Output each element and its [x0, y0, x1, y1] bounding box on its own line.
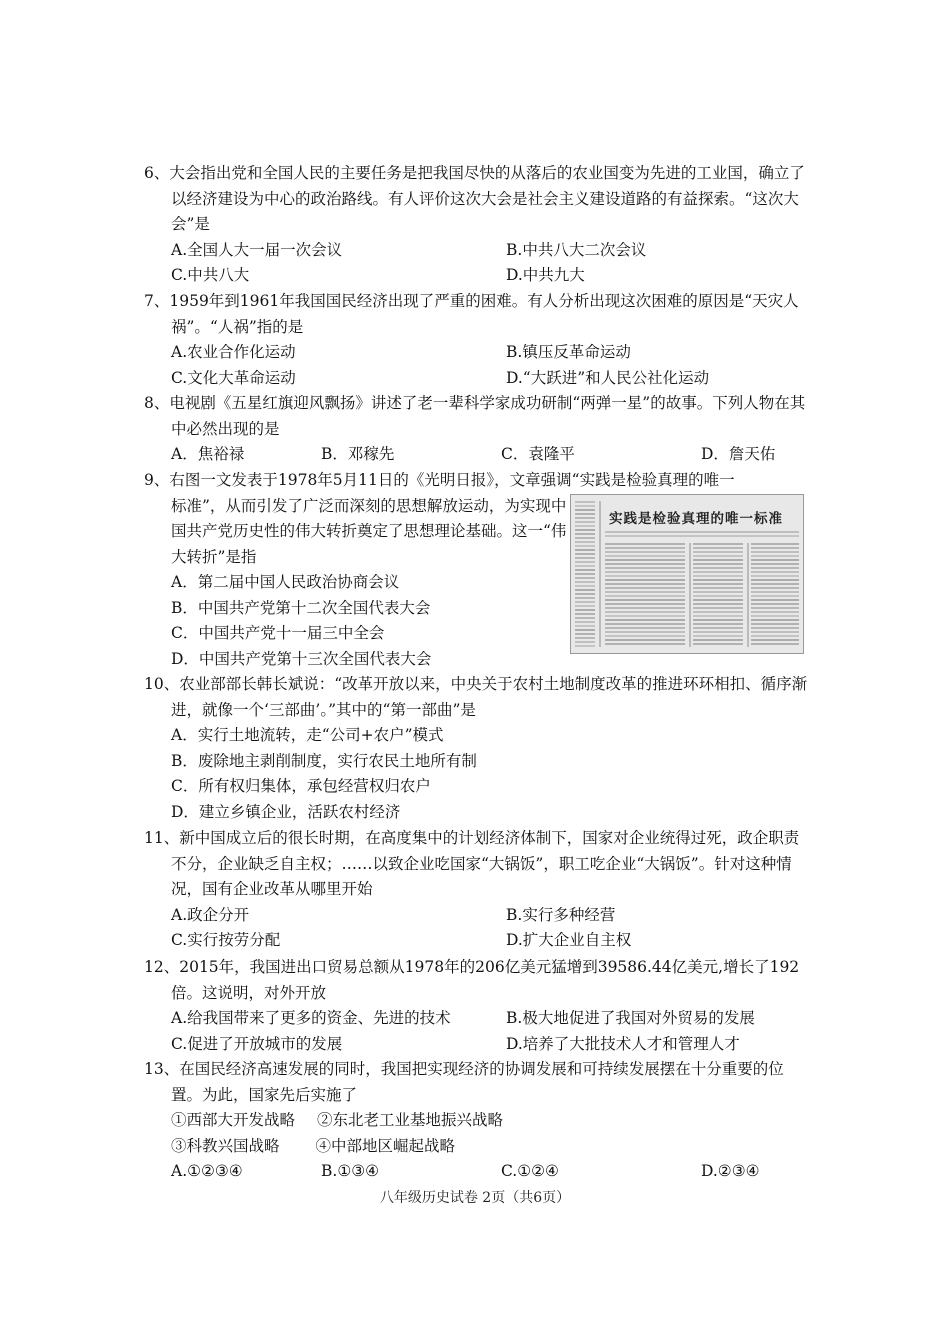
newspaper-text-line [605, 639, 685, 641]
option-c[interactable]: C.实行按劳分配 [171, 931, 281, 949]
newspaper-text-line [693, 591, 743, 593]
newspaper-text-line [605, 555, 685, 557]
newspaper-text-line [575, 621, 595, 623]
option-c[interactable]: C．中国共产党十一届三中全会 [171, 624, 385, 642]
newspaper-text-line [751, 559, 799, 561]
question-8 [144, 391, 812, 468]
newspaper-text-line [693, 555, 743, 557]
newspaper-text-line [575, 541, 595, 543]
newspaper-text-line [693, 631, 743, 633]
newspaper-text-line [693, 563, 743, 565]
page-footer: 八年级历史试卷 2页（共6页） [379, 1190, 571, 1206]
newspaper-text-line [575, 537, 595, 539]
newspaper-text-line [693, 603, 743, 605]
options [144, 903, 812, 954]
option-a[interactable]: A．第二届中国人民政治协商会议 [171, 573, 400, 591]
newspaper-text-line [605, 631, 685, 633]
newspaper-text-line [575, 609, 595, 611]
question-stem: 8、电视剧《五星红旗迎风飘扬》讲述了老一辈科学家成功研制“两弹一星”的故事。下列人物在其中必然出现的是 [144, 394, 806, 438]
newspaper-text-line [751, 615, 799, 617]
newspaper-text-line [751, 563, 799, 565]
options [144, 1006, 812, 1057]
option-a[interactable]: A.全国人大一届一次会议 [171, 240, 343, 259]
question-10 [144, 672, 812, 825]
question-11 [144, 826, 812, 954]
newspaper-text-line [575, 637, 595, 639]
option-d[interactable]: D.中共九大 [506, 266, 585, 284]
newspaper-text-line [575, 561, 595, 563]
newspaper-text-line [693, 635, 743, 637]
newspaper-text-line [575, 565, 595, 567]
options [144, 1159, 812, 1185]
question-7 [144, 289, 812, 391]
newspaper-text-line [751, 583, 799, 585]
option-d[interactable]: D.培养了大批技术人才和管理人才 [506, 1034, 740, 1053]
newspaper-text-line [693, 607, 743, 609]
newspaper-text-line [575, 645, 595, 647]
newspaper-text-line [575, 525, 595, 527]
strategy-item: ②东北老工业基地振兴战略 [317, 1111, 504, 1129]
newspaper-text-line [751, 547, 799, 549]
newspaper-text-line [693, 547, 743, 549]
newspaper-text-line [693, 587, 743, 589]
newspaper-text-line [575, 601, 595, 603]
newspaper-text-line [693, 579, 743, 581]
option-a[interactable]: A.农业合作化运动 [171, 343, 296, 361]
newspaper-text-line [575, 573, 595, 575]
newspaper-text-line [575, 593, 595, 595]
question-stem: 7、1959年到1961年我国国民经济出现了严重的困难。有人分析出现这次困难的原因是“天灾人祸”。“人祸”指的是 [144, 292, 799, 336]
option-b[interactable]: B．中国共产党第十二次全国代表大会 [171, 598, 431, 617]
newspaper-clipping-image [570, 494, 804, 654]
newspaper-text-line [693, 611, 743, 613]
newspaper-text-line [751, 579, 799, 581]
newspaper-text-line [751, 639, 799, 641]
option-a[interactable]: A.政企分开 [171, 905, 250, 924]
newspaper-text-line [693, 543, 743, 545]
newspaper-text-line [693, 575, 743, 577]
newspaper-text-line [693, 599, 743, 601]
newspaper-text-line [575, 505, 595, 507]
newspaper-text-line [605, 587, 685, 589]
option-a[interactable]: A．实行土地流转，走“公司+农户”模式 [171, 726, 444, 744]
newspaper-text-line [693, 639, 743, 641]
newspaper-text-line [605, 595, 685, 597]
newspaper-text-line [575, 557, 595, 559]
question-stem: 11、新中国成立后的很长时期，在高度集中的计划经济体制下，国家对企业统得过死，政企职责不分，企业缺乏自主权；……以致企业吃国家“大锅饭”，职工吃企业“大锅饭”。针对这种情况，国有企业改革从哪里开始 [144, 829, 800, 898]
option-d[interactable]: D．建立乡镇企业，活跃农村经济 [171, 802, 401, 821]
question-stem-line1: 9、右图一文发表于1978年5月11日的《光明日报》，文章强调“实践是检验真理的唯一 [144, 471, 735, 489]
column-divider [747, 543, 749, 647]
options [144, 442, 812, 468]
question-stem-rest: 标准”，从而引发了广泛而深刻的思想解放运动，为实现中国共产党历史性的伟大转折奠定了思想理论基础。这一“伟大转折”是指 [171, 496, 567, 566]
newspaper-text-line [605, 547, 685, 549]
newspaper-text-line [575, 581, 595, 583]
newspaper-text-line [605, 599, 685, 601]
newspaper-text-line [605, 579, 685, 581]
question-12 [144, 955, 812, 1057]
newspaper-text-line [751, 619, 799, 621]
option-c[interactable]: C.文化大革命运动 [171, 368, 296, 387]
newspaper-text-line [693, 623, 743, 625]
option-c[interactable]: C．袁隆平 [501, 445, 575, 463]
newspaper-text-line [605, 551, 685, 553]
newspaper-text-line [605, 559, 685, 561]
newspaper-text-line [605, 591, 685, 593]
newspaper-text-line [751, 543, 799, 545]
option-b[interactable]: B．废除地主剥削制度，实行农民土地所有制 [171, 751, 477, 770]
newspaper-text-line [575, 533, 595, 535]
strategy-item: ④中部地区崛起战略 [315, 1136, 456, 1155]
question-6 [144, 161, 812, 289]
newspaper-text-line [575, 513, 595, 515]
option-b[interactable]: B.①③④ [321, 1162, 380, 1180]
option-b[interactable]: B.极大地促进了我国对外贸易的发展 [506, 1009, 755, 1027]
newspaper-text-line [575, 517, 595, 519]
newspaper-text-line [605, 567, 685, 569]
newspaper-text-line [751, 599, 799, 601]
newspaper-text-line [751, 611, 799, 613]
newspaper-text-line [605, 571, 685, 573]
option-c[interactable]: C．所有权归集体，承包经营权归农户 [171, 777, 431, 795]
newspaper-text-line [575, 509, 595, 511]
newspaper-text-line [605, 611, 685, 613]
newspaper-text-line [605, 603, 685, 605]
newspaper-text-line [605, 627, 685, 629]
newspaper-text-line [751, 623, 799, 625]
newspaper-text-line [575, 629, 595, 631]
newspaper-text-line [751, 591, 799, 593]
newspaper-text-line [575, 521, 595, 523]
newspaper-text-line [575, 545, 595, 547]
newspaper-text-line [575, 553, 595, 555]
option-d[interactable]: D.扩大企业自主权 [506, 931, 632, 949]
option-c[interactable]: C.中共八大 [171, 266, 250, 284]
question-stem: 12、2015年，我国进出口贸易总额从1978年的206亿美元猛增到39586.44亿美元,增长了192倍。这说明，对外开放 [144, 958, 800, 1002]
option-d[interactable]: D．中国共产党第十三次全国代表大会 [171, 649, 432, 668]
question-13 [144, 1057, 812, 1185]
newspaper-text-line [751, 567, 799, 569]
newspaper-text-line [605, 643, 685, 645]
newspaper-text-line [751, 595, 799, 597]
newspaper-text-line [751, 643, 799, 645]
newspaper-text-line [575, 549, 595, 551]
options [144, 238, 812, 289]
newspaper-text-line [605, 583, 685, 585]
newspaper-text-line [605, 543, 685, 545]
option-c[interactable]: C.促进了开放城市的发展 [171, 1034, 343, 1053]
newspaper-text-line [575, 569, 595, 571]
strategy-items-row1 [144, 1108, 812, 1134]
option-d[interactable]: D.“大跃进”和人民公社化运动 [506, 368, 710, 387]
newspaper-text-line [575, 577, 595, 579]
newspaper-text-line [693, 551, 743, 553]
newspaper-text-line [751, 627, 799, 629]
option-c[interactable]: C.①②④ [501, 1162, 559, 1180]
strategy-items-row2 [144, 1134, 812, 1160]
newspaper-text-line [751, 587, 799, 589]
newspaper-text-line [693, 595, 743, 597]
option-b[interactable]: B.镇压反革命运动 [506, 343, 631, 361]
newspaper-text-line [605, 535, 799, 537]
newspaper-text-line [751, 603, 799, 605]
newspaper-text-line [605, 635, 685, 637]
newspaper-text-line [605, 623, 685, 625]
newspaper-text-line [575, 641, 595, 643]
column-divider [599, 501, 601, 647]
newspaper-text-line [751, 551, 799, 553]
newspaper-text-line [693, 567, 743, 569]
newspaper-text-line [575, 597, 595, 599]
newspaper-text-line [693, 619, 743, 621]
newspaper-text-line [575, 613, 595, 615]
newspaper-headline: 实践是检验真理的唯一标准 [609, 511, 783, 527]
newspaper-text-line [751, 555, 799, 557]
newspaper-text-line [575, 617, 595, 619]
newspaper-text-line [575, 585, 595, 587]
question-stem: 6、大会指出党和全国人民的主要任务是把我国尽快的从落后的农业国变为先进的工业国，确立了以经济建设为中心的政治路线。有人评价这次大会是社会主义建设道路的有益探索。“这次大会”是 [144, 164, 805, 233]
question-stem: 13、在国民经济高速发展的同时，我国把实现经济的协调发展和可持续发展摆在十分重要的位置。为此，国家先后实施了 [144, 1060, 784, 1104]
newspaper-text-line [605, 563, 685, 565]
newspaper-text-line [693, 583, 743, 585]
options [144, 723, 812, 825]
newspaper-text-line [575, 589, 595, 591]
newspaper-text-line [751, 631, 799, 633]
newspaper-text-line [605, 607, 685, 609]
option-d[interactable]: D.②③④ [701, 1162, 760, 1180]
newspaper-text-line [751, 575, 799, 577]
newspaper-text-line [751, 571, 799, 573]
newspaper-text-line [693, 615, 743, 617]
newspaper-text-line [693, 571, 743, 573]
option-a[interactable]: A．焦裕禄 [171, 445, 245, 463]
newspaper-text-line [575, 605, 595, 607]
newspaper-text-line [693, 627, 743, 629]
option-a[interactable]: A.①②③④ [171, 1162, 243, 1180]
newspaper-text-line [751, 607, 799, 609]
option-d[interactable]: D．詹天佑 [701, 445, 776, 463]
newspaper-text-line [575, 625, 595, 627]
option-b[interactable]: B．邓稼先 [321, 445, 395, 463]
newspaper-text-line [751, 635, 799, 637]
newspaper-text-line [605, 575, 685, 577]
newspaper-text-line [605, 531, 799, 533]
newspaper-text-line [693, 643, 743, 645]
strategy-item: ①西部大开发战略 [171, 1111, 296, 1129]
newspaper-text-line [575, 633, 595, 635]
options [144, 340, 812, 391]
newspaper-text-line [605, 615, 685, 617]
strategy-item: ③科教兴国战略 [171, 1136, 280, 1155]
newspaper-text-line [575, 529, 595, 531]
question-stem: 10、农业部部长韩长斌说：“改革开放以来，中央关于农村土地制度改革的推进环环相扣、循序渐进，就像一个‘三部曲’。”其中的“第一部曲”是 [144, 675, 808, 719]
newspaper-text-line [605, 619, 685, 621]
column-divider [689, 543, 691, 647]
option-a[interactable]: A.给我国带来了更多的资金、先进的技术 [171, 1009, 451, 1027]
option-b[interactable]: B.中共八大二次会议 [506, 240, 647, 259]
option-b[interactable]: B.实行多种经营 [506, 905, 616, 924]
newspaper-text-line [575, 501, 595, 503]
newspaper-text-line [693, 559, 743, 561]
